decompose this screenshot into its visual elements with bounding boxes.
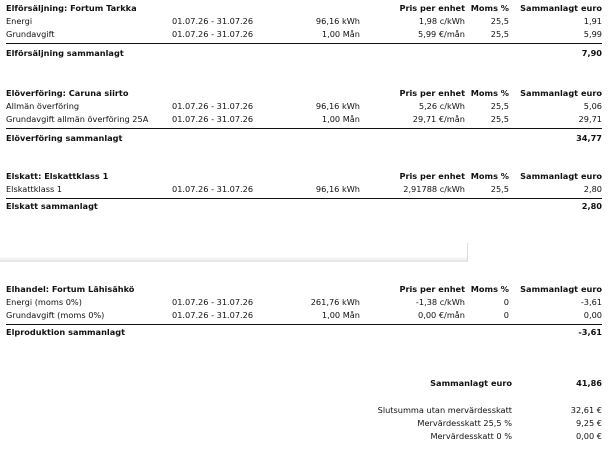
row-period: 01.07.26 - 31.07.26	[172, 184, 254, 194]
row-vat: 25,5	[490, 114, 509, 124]
row-name: Energi	[6, 16, 33, 26]
section-electricity-transfer	[6, 87, 602, 142]
vat-0-value: 0,00 €	[575, 431, 602, 441]
section-title: Elförsäljning: Fortum Tarkka	[6, 3, 137, 13]
row-total: 5,99	[583, 29, 602, 39]
row-name: Allmän överföring	[6, 101, 80, 111]
row-quantity: 96,16 kWh	[315, 16, 360, 26]
section-total-value: 7,90	[581, 48, 602, 58]
vat-0-label: Mervärdesskatt 0 %	[430, 431, 512, 441]
section-header-row	[6, 283, 602, 296]
row-period: 01.07.26 - 31.07.26	[172, 310, 254, 320]
row-price: -1,38 c/kWh	[415, 297, 465, 307]
row-price: 0,00 €/mån	[418, 310, 465, 320]
grand-total-label: Sammanlagt euro	[430, 378, 512, 388]
row-name: Elskattklass 1	[6, 184, 63, 194]
section-total-label: Elförsäljning sammanlagt	[6, 48, 124, 58]
row-name: Grundavgift (moms 0%)	[6, 310, 105, 320]
row-vat: 25,5	[490, 29, 509, 39]
column-header-total: Sammanlagt euro	[520, 171, 602, 181]
row-total: -3,61	[580, 297, 602, 307]
section-header-row	[6, 170, 602, 183]
column-header-total: Sammanlagt euro	[520, 88, 602, 98]
column-header-price: Pris per enhet	[399, 284, 465, 294]
section-total-row	[6, 128, 602, 142]
row-quantity: 261,76 kWh	[310, 297, 360, 307]
row-quantity: 96,16 kWh	[315, 101, 360, 111]
row-vat: 0	[503, 310, 509, 320]
vat-25-5-label: Mervärdesskatt 25,5 %	[417, 418, 512, 428]
section-total-row	[6, 324, 602, 338]
row-total: 29,71	[578, 114, 602, 124]
subtotal-value: 32,61 €	[570, 405, 602, 415]
row-quantity: 1,00 Mån	[321, 310, 360, 320]
section-total-label: Elproduktion sammanlagt	[6, 327, 126, 337]
table-row	[6, 100, 602, 113]
row-price: 29,71 €/mån	[412, 114, 465, 124]
section-total-label: Elöverföring sammanlagt	[6, 133, 123, 143]
section-title: Elhandel: Fortum Lähisähkö	[6, 284, 135, 294]
section-electricity-tax	[6, 170, 602, 212]
row-total: 2,80	[583, 184, 602, 194]
row-total: 1,91	[583, 16, 602, 26]
table-row	[6, 309, 602, 322]
row-period: 01.07.26 - 31.07.26	[172, 114, 254, 124]
subtotal-row	[300, 404, 602, 417]
column-header-price: Pris per enhet	[399, 88, 465, 98]
row-name: Energi (moms 0%)	[6, 297, 82, 307]
row-price: 5,99 €/mån	[418, 29, 465, 39]
table-row	[6, 296, 602, 309]
section-header-row	[6, 2, 602, 15]
row-price: 1,98 c/kWh	[418, 16, 465, 26]
table-row	[6, 183, 602, 196]
row-period: 01.07.26 - 31.07.26	[172, 16, 254, 26]
column-header-total: Sammanlagt euro	[520, 3, 602, 13]
section-total-value: 34,77	[576, 133, 602, 143]
vat-25-5-row	[300, 417, 602, 430]
table-row	[6, 113, 602, 126]
row-total: 5,06	[583, 101, 602, 111]
row-vat: 25,5	[490, 16, 509, 26]
section-total-value: 2,80	[581, 201, 602, 211]
row-period: 01.07.26 - 31.07.26	[172, 29, 254, 39]
section-header-row	[6, 87, 602, 100]
section-divider-shadow	[0, 243, 468, 262]
grand-total-row	[300, 377, 602, 390]
section-electricity-production	[6, 283, 602, 338]
column-header-vat: Moms %	[470, 171, 509, 181]
section-total-row	[6, 43, 602, 57]
section-title: Elskatt: Elskattklass 1	[6, 171, 109, 181]
row-total: 0,00	[583, 310, 602, 320]
row-period: 01.07.26 - 31.07.26	[172, 297, 254, 307]
row-name: Grundavgift	[6, 29, 55, 39]
section-total-row	[6, 198, 602, 212]
column-header-vat: Moms %	[470, 284, 509, 294]
column-header-price: Pris per enhet	[399, 3, 465, 13]
vat-25-5-value: 9,25 €	[575, 418, 602, 428]
column-header-vat: Moms %	[470, 3, 509, 13]
section-total-label: Elskatt sammanlagt	[6, 201, 98, 211]
row-vat: 25,5	[490, 101, 509, 111]
subtotal-label: Slutsumma utan mervärdesskatt	[377, 405, 512, 415]
section-total-value: -3,61	[578, 327, 602, 337]
section-electricity-sales	[6, 2, 602, 57]
row-vat: 25,5	[490, 184, 509, 194]
row-price: 2,91788 c/kWh	[403, 184, 465, 194]
grand-total-value: 41,86	[576, 378, 602, 388]
row-quantity: 96,16 kWh	[315, 184, 360, 194]
row-vat: 0	[503, 297, 509, 307]
row-quantity: 1,00 Mån	[321, 114, 360, 124]
invoice-summary	[300, 377, 602, 443]
table-row	[6, 15, 602, 28]
row-name: Grundavgift allmän överföring 25A	[6, 114, 149, 124]
table-row	[6, 28, 602, 41]
column-header-vat: Moms %	[470, 88, 509, 98]
row-price: 5,26 c/kWh	[418, 101, 465, 111]
row-quantity: 1,00 Mån	[321, 29, 360, 39]
section-title: Elöverföring: Caruna siirto	[6, 88, 129, 98]
column-header-total: Sammanlagt euro	[520, 284, 602, 294]
column-header-price: Pris per enhet	[399, 171, 465, 181]
row-period: 01.07.26 - 31.07.26	[172, 101, 254, 111]
vat-0-row	[300, 430, 602, 443]
